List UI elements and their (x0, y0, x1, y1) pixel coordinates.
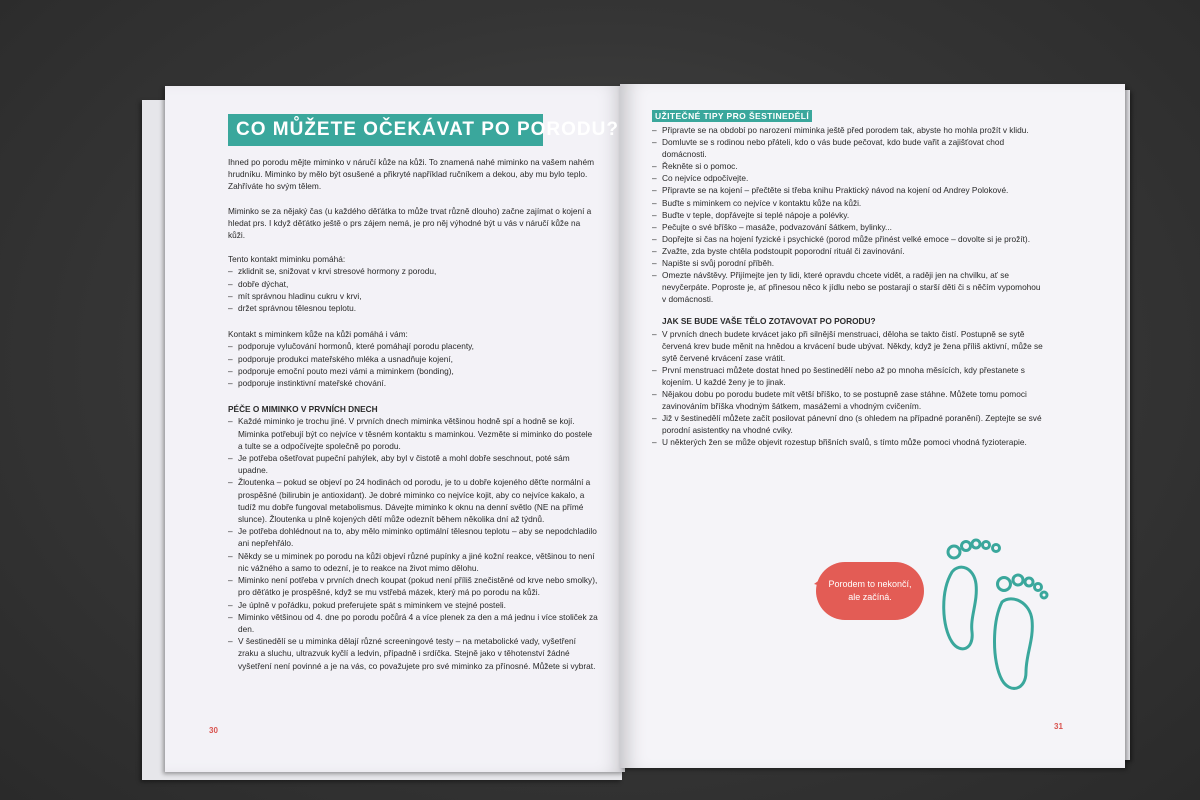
list-item: – V prvních dnech budete krvácet jako při silnější menstruaci, děloha se takto čistí. Postupně se sytě červená krev bude měnit na hnědou a krvácení bude ubývat. Někdy, když je žena příliš aktivní, může se sytě červené krvácení zase vrátit. (652, 328, 1044, 364)
body-recovery-list (652, 328, 1044, 449)
list-item: – podporuje produkci mateřského mléka a usnadňuje kojení, (228, 353, 598, 365)
list-item: – Řekněte si o pomoc. (652, 160, 1044, 172)
tips-title: UŽITEČNÉ TIPY PRO ŠESTINEDĚLÍ (652, 110, 812, 122)
list-item: – Nějakou dobu po porodu budete mít větší bříško, to se postupně zase stáhne. Můžete tomu pomoci zavinováním bříška vhodným šátkem, masážemi a vhodným cvičením. (652, 388, 1044, 412)
list-item: – Již v šestinedělí můžete začít posilovat pánevní dno (s ohledem na případné poranění). Zeptejte se své porodní asistentky na vhodné cviky. (652, 412, 1044, 436)
list-item: – držet správnou tělesnou teplotu. (228, 302, 598, 314)
list-item: – V šestinedělí se u miminka dělají různé screeningové testy – na metabolické vady, vyšetření zraku a sluchu, ultrazvuk kyčlí a ledvin, případně i srdíčka. Stejně jako v těhotenství žádné vyšetření není povinné a je na vás, co považujete pro své miminko za přínosné. Můžete si vybrat. (228, 635, 598, 672)
speech-bubble-icon (816, 562, 924, 620)
list-item: – Miminko většinou od 4. dne po porodu počůrá 4 a více plenek za den a má jednu i více stoliček za den. (228, 611, 598, 635)
list-item: – Omezte návštěvy. Přijímejte jen ty lidi, které opravdu chcete vidět, a raději jen na chvilku, ať se nevyčerpáte. Poproste je, ať přinesou něco k jídlu nebo se postarají o starší děti či s něčím vypomohou v domácnosti. (652, 269, 1044, 305)
list-item: – Napište si svůj porodní příběh. (652, 257, 1044, 269)
list-item: – dobře dýchat, (228, 278, 598, 290)
list-item: – zklidnit se, snižovat v krvi stresové hormony z porodu, (228, 265, 598, 277)
list-item: – Žloutenka – pokud se objeví po 24 hodinách od porodu, je to u dobře kojeného děťte normální a prospěšné (bilirubin je antioxidant). Je dobré miminko co nejvíce kojit, aby co nejvíce kakalo, a tudíž mu dobře fungoval metabolismus. Dávejte miminko k oknu na denní světlo (NE na přímé slunce). Žloutenka u plně kojených dětí může odeznít během několika dní až týdnů. (228, 476, 598, 525)
list-item: – První menstruaci můžete dostat hned po šestinedělí nebo až po mnoha měsících, kdy přestanete s kojením. U každé ženy je to jinak. (652, 364, 1044, 388)
list-item: – U některých žen se může objevit rozestup břišních svalů, s tímto může pomoci vhodná fyzioterapie. (652, 436, 1044, 448)
list-item: – Domluvte se s rodinou nebo přáteli, kdo o vás bude pečovat, kdo bude vařit a zajišťovat chod domácnosti. (652, 136, 1044, 160)
second-paragraph: Miminko se za nějaký čas (u každého děťátka to může trvat různě dlouho) začne zajímat o kojení a hledat prs. I když děťátko ještě o prs zájem nemá, je pro něj výhodné být u vás v náručí kůže na kůži. (228, 205, 592, 241)
left-page-body (228, 156, 598, 682)
contact-mother-intro: Kontakt s miminkem kůže na kůži pomáhá i vám: (228, 329, 408, 340)
list-item: – podporuje instinktivní mateřské chování. (228, 377, 598, 389)
list-item: – Zvažte, zda byste chtěla podstoupit poporodní rituál či zavinování. (652, 245, 1044, 257)
list-item: – Buďte s miminkem co nejvíce v kontaktu kůže na kůži. (652, 197, 1044, 209)
list-item: – podporuje emoční pouto mezi vámi a miminkem (bonding), (228, 365, 598, 377)
list-item: – Připravte se na kojení – přečtěte si třeba knihu Praktický návod na kojení od Andrey Polokové. (652, 184, 1044, 196)
list-item: – Je úplně v pořádku, pokud preferujete spát s miminkem ve stejné posteli. (228, 599, 598, 611)
list-item: – Někdy se u miminek po porodu na kůži objeví různé pupínky a jiné kožní reakce, většinou to není nic vážného a samo to odezní, je to reakce na život mimo dělohu. (228, 550, 598, 574)
list-item: – Co nejvíce odpočívejte. (652, 172, 1044, 184)
list-item: – Pečujte o své bříško – masáže, podvazování šátkem, bylinky... (652, 221, 1044, 233)
body-recovery-heading: JAK SE BUDE VAŠE TĚLO ZOTAVOVAT PO PORODU? (662, 316, 876, 327)
list-item: – Buďte v teple, dopřávejte si teplé nápoje a polévky. (652, 209, 1044, 221)
page-title: CO MŮŽETE OČEKÁVAT PO PORODU? (228, 114, 543, 146)
list-item: – Dopřejte si čas na hojení fyzické i psychické (porod může přinést velké emoce – dovolte si je prožít). (652, 233, 1044, 245)
page-number-left: 30 (209, 726, 218, 735)
contact-baby-list (228, 265, 598, 314)
contact-mother-list (228, 340, 598, 389)
left-page (165, 86, 625, 772)
bubble-line-2: ale začíná. (848, 592, 892, 602)
tips-list (652, 124, 1044, 305)
footprints-icon (930, 532, 1050, 702)
right-page (620, 84, 1125, 768)
intro-paragraph: Ihned po porodu mějte miminko v náručí kůže na kůži. To znamená nahé miminko na vašem nahém hrudníku. Miminko by mělo být osušené a přikryté například ručníkem a dekou, aby mu bylo teplo. Zahříváte ho svým tělem. (228, 157, 595, 192)
bubble-line-1: Porodem to nekončí, (828, 579, 912, 589)
list-item: – Miminko není potřeba v prvních dnech koupat (pokud není příliš znečistěné od krve nebo smolky), pro děťátko je prospěšné, když se mu vstřebá mázek, který má po porodu na kůži. (228, 574, 598, 598)
list-item: – Je potřeba dohlédnout na to, aby mělo miminko optimální tělesnou teplotu – aby se nepodchladilo ani nepřehřálo. (228, 525, 598, 549)
right-page-body (652, 124, 1044, 458)
page-number-right: 31 (1054, 722, 1063, 731)
list-item: – Každé miminko je trochu jiné. V prvních dnech miminka většinou hodně spí a hodně se kojí. Miminka potřebují být co nejvíce v těsném kontaktu s maminkou. Vezměte si miminko do postele a tulte se a odpočívejte společně po porodu. (228, 415, 598, 452)
list-item: – mít správnou hladinu cukru v krvi, (228, 290, 598, 302)
care-list (228, 415, 598, 671)
care-heading: PÉČE O MIMINKO V PRVNÍCH DNECH (228, 404, 378, 415)
list-item: – podporuje vylučování hormonů, které pomáhají porodu placenty, (228, 340, 598, 352)
list-item: – Připravte se na období po narození miminka ještě před porodem tak, abyste ho mohla prožít v klidu. (652, 124, 1044, 136)
contact-baby-intro: Tento kontakt miminku pomáhá: (228, 254, 346, 265)
list-item: – Je potřeba ošetřovat pupeční pahýlek, aby byl v čistotě a mohl dobře seschnout, poté sám upadne. (228, 452, 598, 476)
